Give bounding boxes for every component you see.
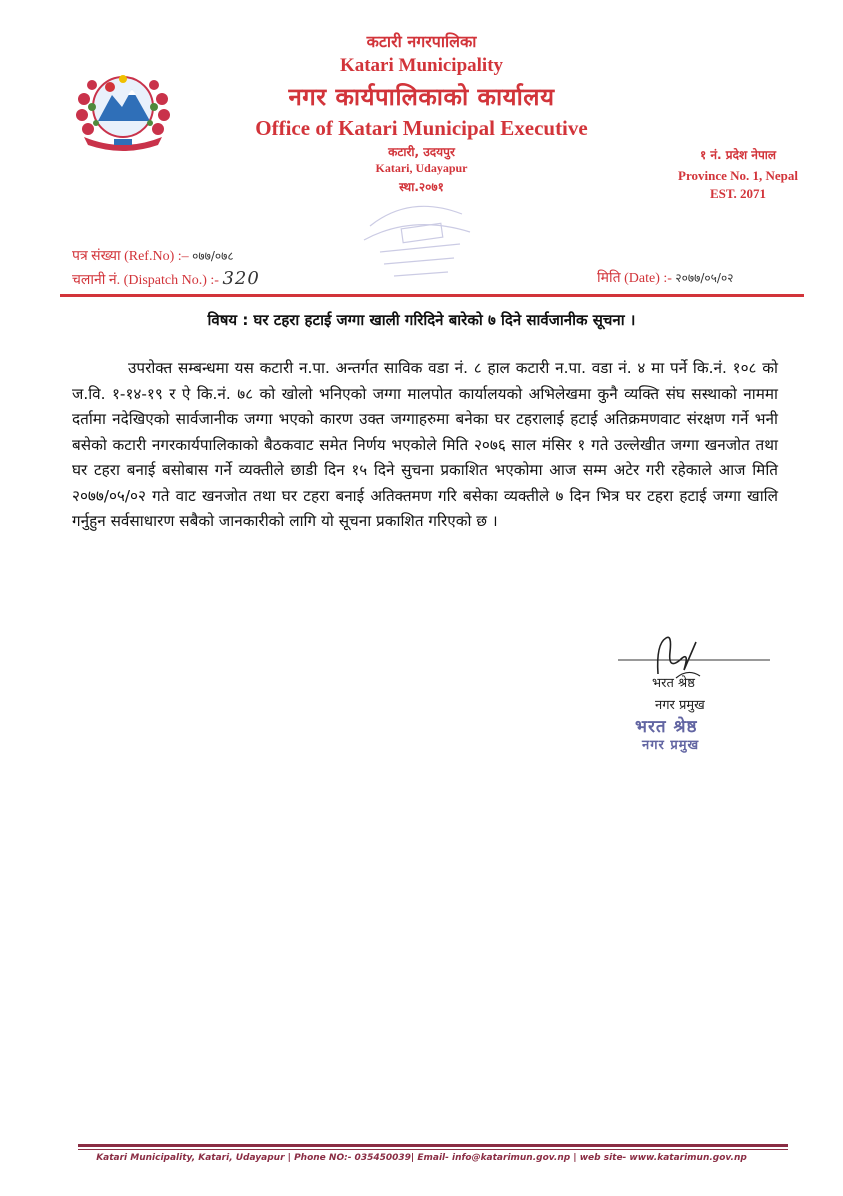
notice-body: उपरोक्त सम्बन्धमा यस कटारी न.पा. अन्तर्गत साविक वडा नं. ८ हाल कटारी न.पा. वडा नं. ४ मा पर्ने कि.नं. १०८ को ज.वि. १-१४-१९ र ऐ कि.नं. ७८ को खोलो भनिएको जग्गा मालपोत कार्यालयको अभिलेखमा कुनै व्यक्ति संघ सस्थाको नाममा दर्तामा नदेखिएको सार्वजानीक जग्गा भएको कारण उक्त जग्गाहरुमा बनेका घर टहरालाई हटाई अतिक्रमणवाट संरक्षण गर्ने भनी बसेको कटारी नगरकार्यपालिकाको बैठकवाट समेत निर्णय भएकोले मिति २०७६ साल मंसिर १ गते उल्लेखीत जग्गा खनजोत तथा घर टहरा बनाई बसोबास गर्ने व्यक्तीले छाडी दिन १५ दिने सुचना प्रकाशित भएकोमा आज सम्म अटेर गरी रहेकाले आज मिति २०७७/०५/०२ गते वाट खनजोत तथा घर टहरा बनाई अतिक्तमण गरि बसेका व्यक्तीले ७ दिन भित्र घर टहरा हटाई जग्गा खालि गर्नुहुन सर्वसाधारण सबैको जानकारीको लागि यो सूचना प्रकाशित गरिएको छ ।: [72, 359, 778, 530]
dispatch-number: [72, 268, 260, 289]
footer-contact: Katari Municipality, Katari, Udayapur | Phone NO:- 035450039| Email- info@katarimun.gov.np | web site- www.katarimun.gov.np: [96, 1153, 747, 1163]
signatory-title: नगर प्रमुख: [655, 698, 705, 713]
dispatch-number-label: चलानी नं. (Dispatch No.) :-: [72, 273, 219, 288]
letter-date: [597, 268, 733, 287]
signatory-name: भरत श्रेष्ठ: [652, 676, 695, 691]
established-np: स्था.२०७१: [399, 180, 444, 194]
notice-subject: विषय : घर टहरा हटाई जग्गा खाली गरिदिने बारेको ७ दिने सार्वजानीक सूचना ।: [207, 311, 636, 329]
letter-date-value: २०७७/०५/०२: [675, 271, 734, 285]
footer-divider-thick: [78, 1144, 788, 1147]
address-np: कटारी, उदयपुर: [388, 145, 455, 159]
seal-title: नगर प्रमुख: [642, 738, 700, 753]
office-title-en: Office of Katari Municipal Executive: [255, 116, 588, 140]
reference-number-value: ०७७/०७८: [192, 249, 234, 263]
municipality-name-np: कटारी नगरपालिका: [366, 32, 477, 51]
reference-number: [72, 246, 234, 265]
province-np: १ नं. प्रदेश नेपाल: [699, 148, 777, 162]
header-divider: [60, 294, 804, 297]
address-en: Katari, Udayapur: [375, 161, 468, 175]
office-title-np: नगर कार्यपालिकाको कार्यालय: [288, 83, 555, 111]
letter-date-label: मिति (Date) :-: [597, 271, 672, 286]
dispatch-number-value: 320: [222, 268, 260, 289]
reference-number-label: पत्र संख्या (Ref.No) :–: [72, 249, 189, 264]
established-en: EST. 2071: [709, 186, 767, 201]
office-stamp-icon: [350, 186, 490, 294]
footer-divider-thin: [78, 1149, 788, 1150]
province-en: Province No. 1, Nepal: [678, 168, 798, 183]
seal-name: भरत श्रेष्ठ: [635, 717, 698, 737]
municipality-name-en: Katari Municipality: [339, 55, 504, 76]
